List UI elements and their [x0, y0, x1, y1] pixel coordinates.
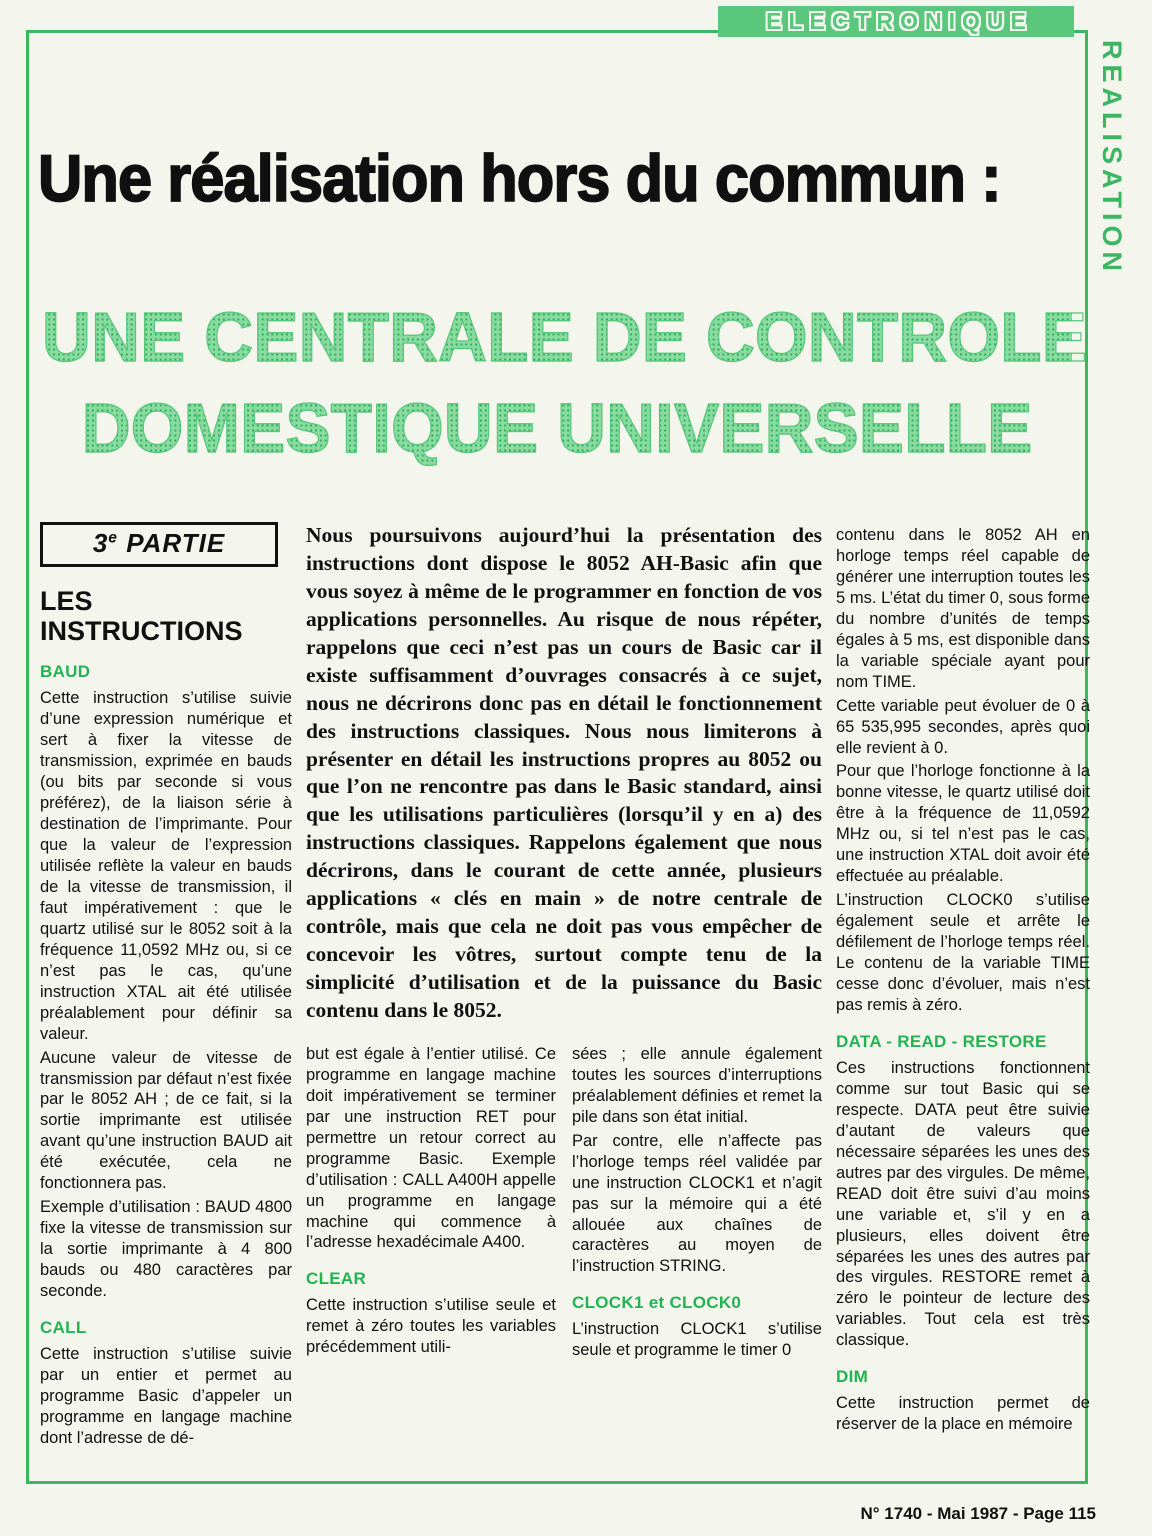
- call-continuation-paragraph: but est égale à l’entier utilisé. Ce programme en langage machine doit impérativement se terminer par une instruction RET pour permettre un retour correct au programme Basic. Exemple d’utilisation : CALL A400H appelle un programme en langage machine qui commence à l’adresse hexadécimale A400.: [306, 1044, 556, 1252]
- article-title-line2: DOMESTIQUE UNIVERSELLE: [42, 383, 1072, 474]
- clear-continuation-paragraph: sées ; elle annule également toutes les sources d’interruptions préalablement définies et remet la pile dans son état initial.: [572, 1044, 822, 1126]
- clock-continuation-paragraph: contenu dans le 8052 AH en horloge temps réel capable de générer une interruption toutes les 5 ms. L’état du timer 0, sous forme du nombre d’unités de temps égales à 5 ms, est disponible dans la variable spéciale ayant pour nom TIME.: [836, 526, 1090, 691]
- part-word: PARTIE: [126, 528, 226, 558]
- dim-paragraph-1: Cette instruction permet de réserver de la place en mémoire: [836, 1394, 1090, 1434]
- electronique-banner: [718, 6, 1074, 37]
- baud-paragraph-2: Aucune valeur de vitesse de transmission par défaut n’est fixée par le 8052 AH ; de ce fait, si la sortie imprimante est utilisée avant qu’une instruction BAUD ait été exécutée, cela ne fonctionnera pas.: [40, 1048, 292, 1193]
- intro-paragraph: Nous poursuivons aujourd’hui la présentation des instructions dont dispose le 8052 AH-Basic afin que vous soyez à même de le programmer en fonction de vos applications personnelles. Au risque de nous répéter, rappelons que ceci n’est pas un cours de Basic car il existe suffisamment d’ouvrages consacrés à ce sujet, nous ne décrirons donc pas en détail le fonctionnement des instructions classiques. Nous nous limiterons à présenter en détail les instructions propres au 8052 ou que l’on ne rencontre pas dans le Basic standard, ainsi que les utilisations particulières (lorsqu’il y en a) des instructions classiques. Rappelons également que nous décrirons, dans le courant de cette année, plusieurs applications « clés en main » de notre centrale de contrôle, mais que cela ne doit pas vous empêcher de concevoir les vôtres, surtout compte tenu de la simplicité d’utilisation et de la puissance du Basic contenu dans le 8052.: [306, 523, 822, 1022]
- baud-paragraph-3: Exemple d’utilisation : BAUD 4800 fixe la vitesse de transmission sur la sortie imprimante à 4 800 bauds ou 480 caractères par seconde.: [40, 1198, 292, 1301]
- call-paragraph-1: Cette instruction s’utilise suivie par un entier et permet au programme Basic d’appeler un programme en langage machine dont l’adresse de dé-: [40, 1345, 292, 1447]
- left-column: [40, 522, 292, 1449]
- part-number: 3: [92, 528, 109, 558]
- middle-column: [306, 522, 822, 1361]
- middle-subcolumns: [306, 1041, 822, 1361]
- part-ordinal: e: [108, 529, 118, 547]
- dim-heading: DIM: [836, 1367, 869, 1387]
- part-badge: [40, 522, 278, 567]
- data-read-restore-paragraph: Ces instructions fonctionnent comme sur tout Basic qui se respecte. DATA peut être suivie d’autant de valeurs que nécessaire séparées les unes des autres par des virgules. De même, READ doit être suivi d’au moins une variable et, s’il y en a plusieurs, elles doivent être séparées les unes des autres par des virgules. RESTORE remet à zéro le pointeur de lecture des variables. Tout cela est très classique.: [836, 1058, 1090, 1350]
- article-title: [26, 292, 1088, 474]
- baud-paragraph-1: Cette instruction s’utilise suivie d’une expression numérique et sert à fixer la vitesse de transmission, exprimée en bauds (ou bits par seconde si vous préférez), de la liaison série à destination de l’imprimante. Pour que la valeur de l’expression utilisée reflète la valeur en bauds de la vitesse de transmission, il faut impérativement : que le quartz utilisé sur le 8052 soit à la fréquence 11,0592 MHz ou, si ce n’est pas le cas, qu’une instruction XTAL ait été utilisée préalablement pour définir sa valeur.: [40, 689, 292, 1043]
- section-heading: LES INSTRUCTIONS: [40, 586, 243, 646]
- clear-paragraph-2: Par contre, elle n’affecte pas l’horloge temps réel validée par une instruction CLOCK1 et n’agit pas sur la mémoire qui a été allouée aux chaînes de caractères au moyen de l’instruction STRING.: [572, 1131, 822, 1276]
- clock0-paragraph: L’instruction CLOCK0 s’utilise également seule et arrête le défilement de l’horloge temps réel. Le contenu de la variable TIME cesse donc d’évoluer, mais n’est pas remis à zéro.: [836, 891, 1090, 1014]
- right-column: [836, 522, 1090, 1435]
- page-footer: N° 1740 - Mai 1987 - Page 115: [860, 1504, 1096, 1523]
- quartz-paragraph: Pour que l’horloge fonctionne à la bonne vitesse, le quartz utilisé doit être à la fréquence de 11,0592 MHz ou, si tel n’est pas le cas, une instruction XTAL doit avoir été effectuée au préalable.: [836, 762, 1090, 886]
- call-heading: CALL: [40, 1318, 87, 1338]
- baud-heading: BAUD: [40, 662, 91, 682]
- article-kicker: Une réalisation hors du commun :: [38, 141, 1001, 215]
- clock-paragraph-1: L’instruction CLOCK1 s’utilise seule et programme le timer 0: [572, 1320, 822, 1360]
- data-read-restore-heading: DATA - READ - RESTORE: [836, 1031, 1047, 1051]
- middle-subcolumn-left: [306, 1041, 556, 1361]
- clear-paragraph-1: Cette instruction s’utilise seule et remet à zéro toutes les variables précédemment utili-: [306, 1296, 556, 1357]
- electronique-banner-text: ELECTRONIQUE: [766, 8, 1033, 34]
- realisation-banner: REALISATION: [1097, 40, 1127, 276]
- time-variable-paragraph: Cette variable peut évoluer de 0 à 65 535,995 secondes, après quoi elle revient à 0.: [836, 696, 1090, 757]
- clear-heading: CLEAR: [306, 1269, 367, 1289]
- article-title-line1: UNE CENTRALE DE CONTROLE: [42, 292, 1072, 383]
- middle-subcolumn-right: [572, 1041, 822, 1361]
- clock-heading: CLOCK1 et CLOCK0: [572, 1293, 742, 1313]
